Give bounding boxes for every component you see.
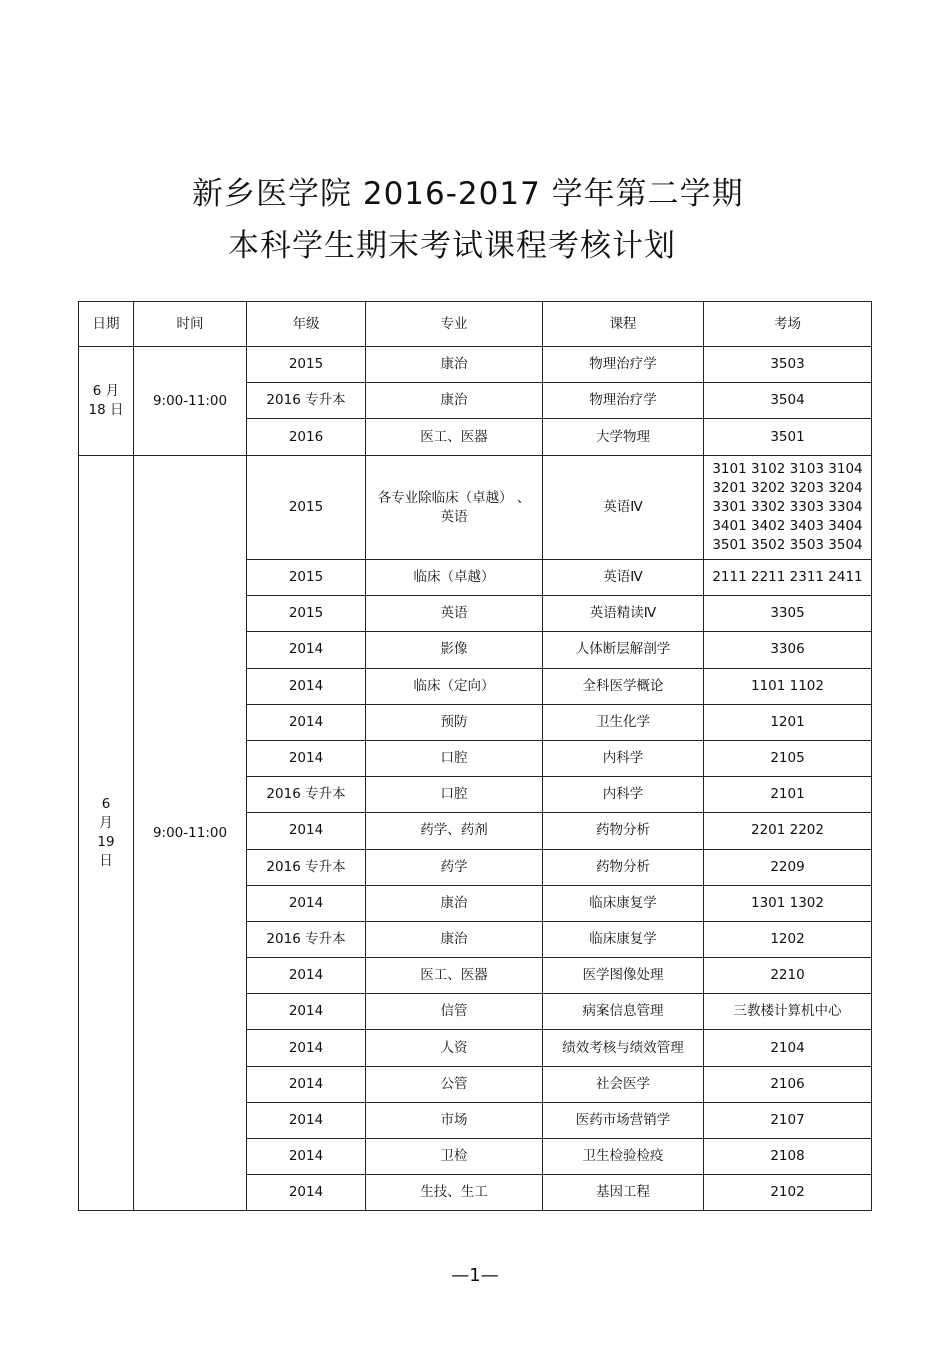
course-cell: 全科医学概论 [543,668,704,704]
grade-cell: 2014 [247,994,366,1030]
grade-cell: 2016 专升本 [247,849,366,885]
major-cell: 药学 [366,849,543,885]
exam-schedule-table [78,301,872,1211]
course-cell: 卫生检验检疫 [543,1139,704,1175]
room-cell: 3305 [704,596,872,632]
course-cell: 病案信息管理 [543,994,704,1030]
date-char: 6 [101,796,111,813]
date-cell-june-18 [79,347,134,456]
major-cell: 影像 [366,632,543,668]
course-cell: 临床康复学 [543,885,704,921]
major-cell: 药学、药剂 [366,813,543,849]
major-cell: 公管 [366,1066,543,1102]
grade-cell: 2014 [247,885,366,921]
date-cell-june-19 [79,456,134,1211]
room-cell: 2108 [704,1139,872,1175]
grade-cell: 2014 [247,632,366,668]
room-cell: 2104 [704,1030,872,1066]
room-cell: 2209 [704,849,872,885]
grade-cell: 2014 [247,1175,366,1211]
time-cell: 9:00-11:00 [134,347,247,456]
table-row [79,456,872,560]
major-cell: 康治 [366,347,543,383]
room-cell: 1301 1302 [704,885,872,921]
course-cell: 大学物理 [543,419,704,456]
room-cell: 三教楼计算机中心 [704,994,872,1030]
header-time: 时间 [134,302,247,347]
grade-cell: 2016 [247,419,366,456]
room-cell: 3501 [704,419,872,456]
date-char: 日 [99,853,113,870]
room-cell: 2102 [704,1175,872,1211]
course-cell: 内科学 [543,777,704,813]
header-date: 日期 [79,302,134,347]
date-char: 19 [97,834,115,851]
course-cell: 药物分析 [543,813,704,849]
grade-cell: 2014 [247,704,366,740]
room-line: 3201 3202 3203 3204 [712,480,863,496]
course-cell: 英语Ⅳ [543,456,704,560]
header-grade: 年级 [247,302,366,347]
course-cell: 基因工程 [543,1175,704,1211]
room-cell: 2105 [704,740,872,776]
course-cell: 英语Ⅳ [543,560,704,596]
room-cell: 2201 2202 [704,813,872,849]
major-cell: 康治 [366,885,543,921]
grade-cell: 2014 [247,1102,366,1138]
room-cell: 2111 2211 2311 2411 [704,560,872,596]
document-title-line2: 本科学生期末考试课程考核计划 [228,228,676,264]
room-line: 3501 3502 3503 3504 [712,537,863,553]
room-cell: 3504 [704,383,872,419]
grade-cell: 2014 [247,1139,366,1175]
grade-cell: 2015 [247,596,366,632]
major-cell: 康治 [366,921,543,957]
major-line: 各专业除临床（卓越） 、 [377,489,531,506]
header-room: 考场 [704,302,872,347]
major-cell: 人资 [366,1030,543,1066]
grade-cell: 2016 专升本 [247,383,366,419]
major-cell: 医工、医器 [366,419,543,456]
document-title-line1: 新乡医学院 2016-2017 学年第二学期 [192,176,744,212]
course-cell: 社会医学 [543,1066,704,1102]
major-cell: 口腔 [366,777,543,813]
course-cell: 药物分析 [543,849,704,885]
major-cell: 信管 [366,994,543,1030]
course-cell: 绩效考核与绩效管理 [543,1030,704,1066]
grade-cell: 2014 [247,958,366,994]
room-cell: 2210 [704,958,872,994]
grade-cell: 2014 [247,668,366,704]
room-line: 3401 3402 3403 3404 [712,518,863,534]
table-row [79,347,872,383]
date-month: 6 月 [92,383,120,399]
room-line: 3301 3302 3303 3304 [712,499,863,515]
grade-cell: 2016 专升本 [247,921,366,957]
header-major: 专业 [366,302,543,347]
course-cell: 物理治疗学 [543,347,704,383]
room-cell: 1201 [704,704,872,740]
major-cell: 临床（定向） [366,668,543,704]
page-number: —1— [451,1265,499,1286]
major-cell: 预防 [366,704,543,740]
header-course: 课程 [543,302,704,347]
room-cell: 2106 [704,1066,872,1102]
course-cell: 人体断层解剖学 [543,632,704,668]
grade-cell: 2014 [247,1030,366,1066]
course-cell: 卫生化学 [543,704,704,740]
table-header-row [79,302,872,347]
room-cell: 2107 [704,1102,872,1138]
major-cell: 英语 [366,596,543,632]
grade-cell: 2014 [247,740,366,776]
major-line: 英语 [440,508,468,525]
room-cell: 3503 [704,347,872,383]
course-cell: 内科学 [543,740,704,776]
major-cell: 生技、生工 [366,1175,543,1211]
grade-cell: 2014 [247,813,366,849]
course-cell: 临床康复学 [543,921,704,957]
date-day: 18 日 [88,402,124,418]
grade-cell: 2015 [247,347,366,383]
major-cell [366,456,543,560]
major-cell: 临床（卓越） [366,560,543,596]
room-cell: 1202 [704,921,872,957]
grade-cell: 2015 [247,456,366,560]
grade-cell: 2015 [247,560,366,596]
time-cell: 9:00-11:00 [134,456,247,1211]
major-cell: 康治 [366,383,543,419]
room-cell: 1101 1102 [704,668,872,704]
major-cell: 市场 [366,1102,543,1138]
date-char: 月 [99,815,113,832]
course-cell: 英语精读Ⅳ [543,596,704,632]
course-cell: 物理治疗学 [543,383,704,419]
room-cell: 3306 [704,632,872,668]
major-cell: 卫检 [366,1139,543,1175]
room-line: 3101 3102 3103 3104 [712,461,863,477]
course-cell: 医药市场营销学 [543,1102,704,1138]
room-cell [704,456,872,560]
grade-cell: 2014 [247,1066,366,1102]
grade-cell: 2016 专升本 [247,777,366,813]
course-cell: 医学图像处理 [543,958,704,994]
major-cell: 医工、医器 [366,958,543,994]
major-cell: 口腔 [366,740,543,776]
room-cell: 2101 [704,777,872,813]
